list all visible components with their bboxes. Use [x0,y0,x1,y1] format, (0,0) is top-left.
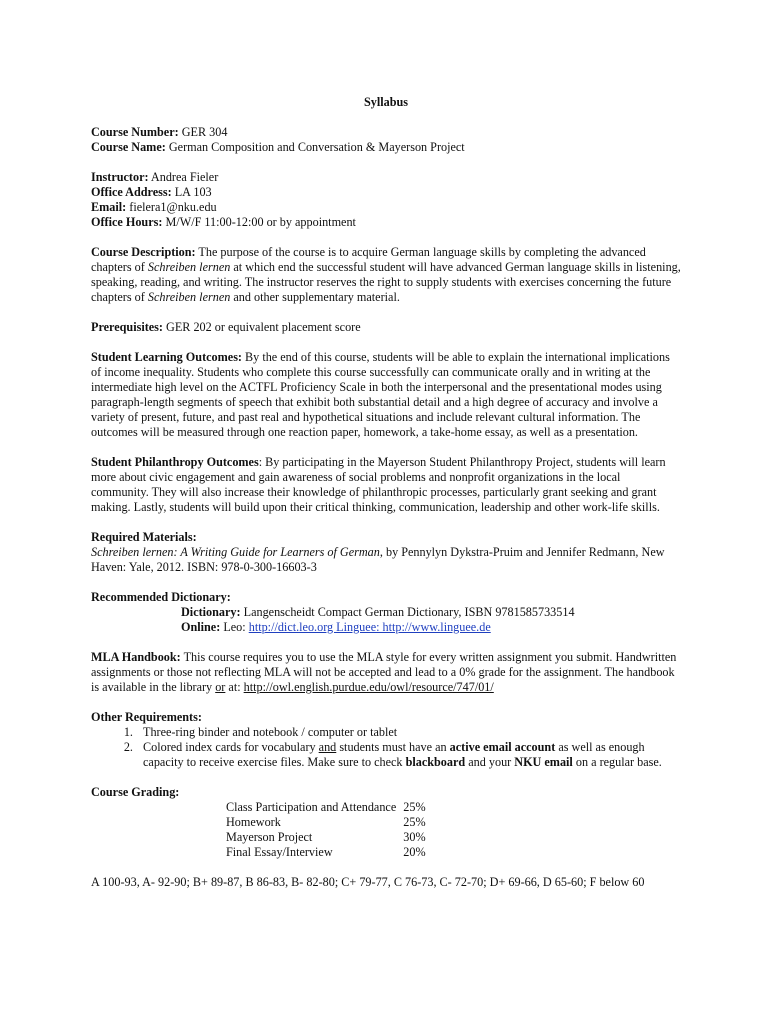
course-grading-label: Course Grading: [91,785,180,799]
mla-handbook-label: MLA Handbook: [91,650,181,664]
table-row: Mayerson Project 30% [226,830,426,844]
instructor-line [91,170,681,185]
dictionary-section-label: Recommended Dictionary: [91,590,231,604]
office-hours-label: Office Hours: [91,215,163,229]
table-row: Homework 25% [226,815,426,829]
textbook-title: Schreiben lernen: A Writing Guide for Learners of German [91,545,380,559]
course-name: German Composition and Conversation & Mayerson Project [168,140,465,154]
course-number-label: Course Number: [91,125,179,139]
instructor-name: Andrea Fieler [150,170,219,184]
email-label: Email: [91,200,127,214]
course-name-line [91,140,681,155]
philanthropy-outcomes: Student Philanthropy Outcomes: By participating in the Mayerson Student Philanthropy Project, students will learn more about civic engagement and gain awareness of social problems and nonprofit organizations in the local community. They will also increase their knowledge of philanthropic processes, particularly grant seeking and grant making. Lastly, students will build upon their critical thinking, communication, leadership and other work-life skills. [91,455,666,514]
mla-handbook: MLA Handbook: This course requires you to use the MLA style for every written assignment you submit. Handwritten assignments or those not reflecting MLA will not be accepted and lead to a 0% grade for the assignment. The handbook is available in the library or at: http://owl.english.purdue.edu/owl/resource/747/01/ [91,650,677,694]
book-title: Schreiben lernen [147,260,231,274]
prerequisites-label: Prerequisites: [91,320,163,334]
online-label: Online: [181,620,221,634]
learning-outcomes-label: Student Learning Outcomes: [91,350,242,364]
syllabus-page [91,95,681,890]
table-row: Class Participation and Attendance 25% [226,800,426,814]
online-dictionary-links[interactable]: http://dict.leo.org Linguee: http://www.linguee.de [248,620,491,634]
page-title: Syllabus [363,95,409,109]
online-dictionary-line: Online: Leo: http://dict.leo.org Linguee: http://www.linguee.de [181,620,491,634]
office-label: Office Address: [91,185,172,199]
mla-handbook-link[interactable]: http://owl.english.purdue.edu/owl/resource/747/01/ [243,680,494,694]
grading-scale: A 100-93, A- 92-90; B+ 89-87, B 86-83, B- 82-80; C+ 79-77, C 76-73, C- 72-70; D+ 69-66, D 65-60; F below 60 [91,875,645,889]
list-item: 1. Three-ring binder and notebook / computer or tablet [136,725,681,740]
office-hours: M/W/F 11:00-12:00 or by appointment [165,215,356,229]
other-requirements-list [91,725,681,770]
instructor-label: Instructor: [91,170,149,184]
other-requirements-label: Other Requirements: [91,710,202,724]
list-item: 2. Colored index cards for vocabulary and students must have an active email account as well as enough capacity to receive exercise files. Make sure to check blackboard and your NKU email on a regular base. [136,740,681,770]
dictionary-label: Dictionary: [181,605,241,619]
required-materials-label: Required Materials: [91,530,197,544]
course-name-label: Course Name: [91,140,166,154]
course-number: GER 304 [181,125,228,139]
grading-table [226,800,426,860]
email-line [91,200,681,215]
book-title: Schreiben lernen [147,290,231,304]
prerequisites: Prerequisites: GER 202 or equivalent placement score [91,320,361,334]
course-description: Course Description: The purpose of the course is to acquire German language skills by completing the advanced chapters of Schreiben lernen at which end the successful student will have advanced German language skills in listening, speaking, reading, and writing. The instructor reserves the right to supply students with exercises concerning the future chapters of Schreiben lernen and other supplementary material. [91,245,681,304]
email-address: fielera1@nku.edu [129,200,217,214]
office-address: LA 103 [174,185,212,199]
dictionary-line: Dictionary: Langenscheidt Compact German Dictionary, ISBN 9781585733514 [181,605,575,619]
course-description-label: Course Description: [91,245,196,259]
required-materials: Schreiben lernen: A Writing Guide for Learners of German, by Pennylyn Dykstra-Pruim and Jennifer Redmann, New Haven: Yale, 2012. ISBN: 978-0-300-16603-3 [91,545,665,574]
learning-outcomes: Student Learning Outcomes: By the end of this course, students will be able to explain the international implications of income inequality. Students who complete this course successfully can communicate orally and in writing at the intermediate high level on the ACTFL Proficiency Scale in both the interpersonal and the presentational modes using paragraph-length segments of speech that exhibit both substantial detail and a high degree of accuracy and involve a variety of present, future, and past real and hypothetical situations and include relevant cultural information. The outcomes will be measured through one reaction paper, homework, a take-home essay, as well as a presentation. [91,350,670,439]
office-hours-line [91,215,681,230]
philanthropy-outcomes-label: Student Philanthropy Outcomes [91,455,259,469]
office-line [91,185,681,200]
table-row: Final Essay/Interview 20% [226,845,426,859]
course-number-line [91,125,681,140]
